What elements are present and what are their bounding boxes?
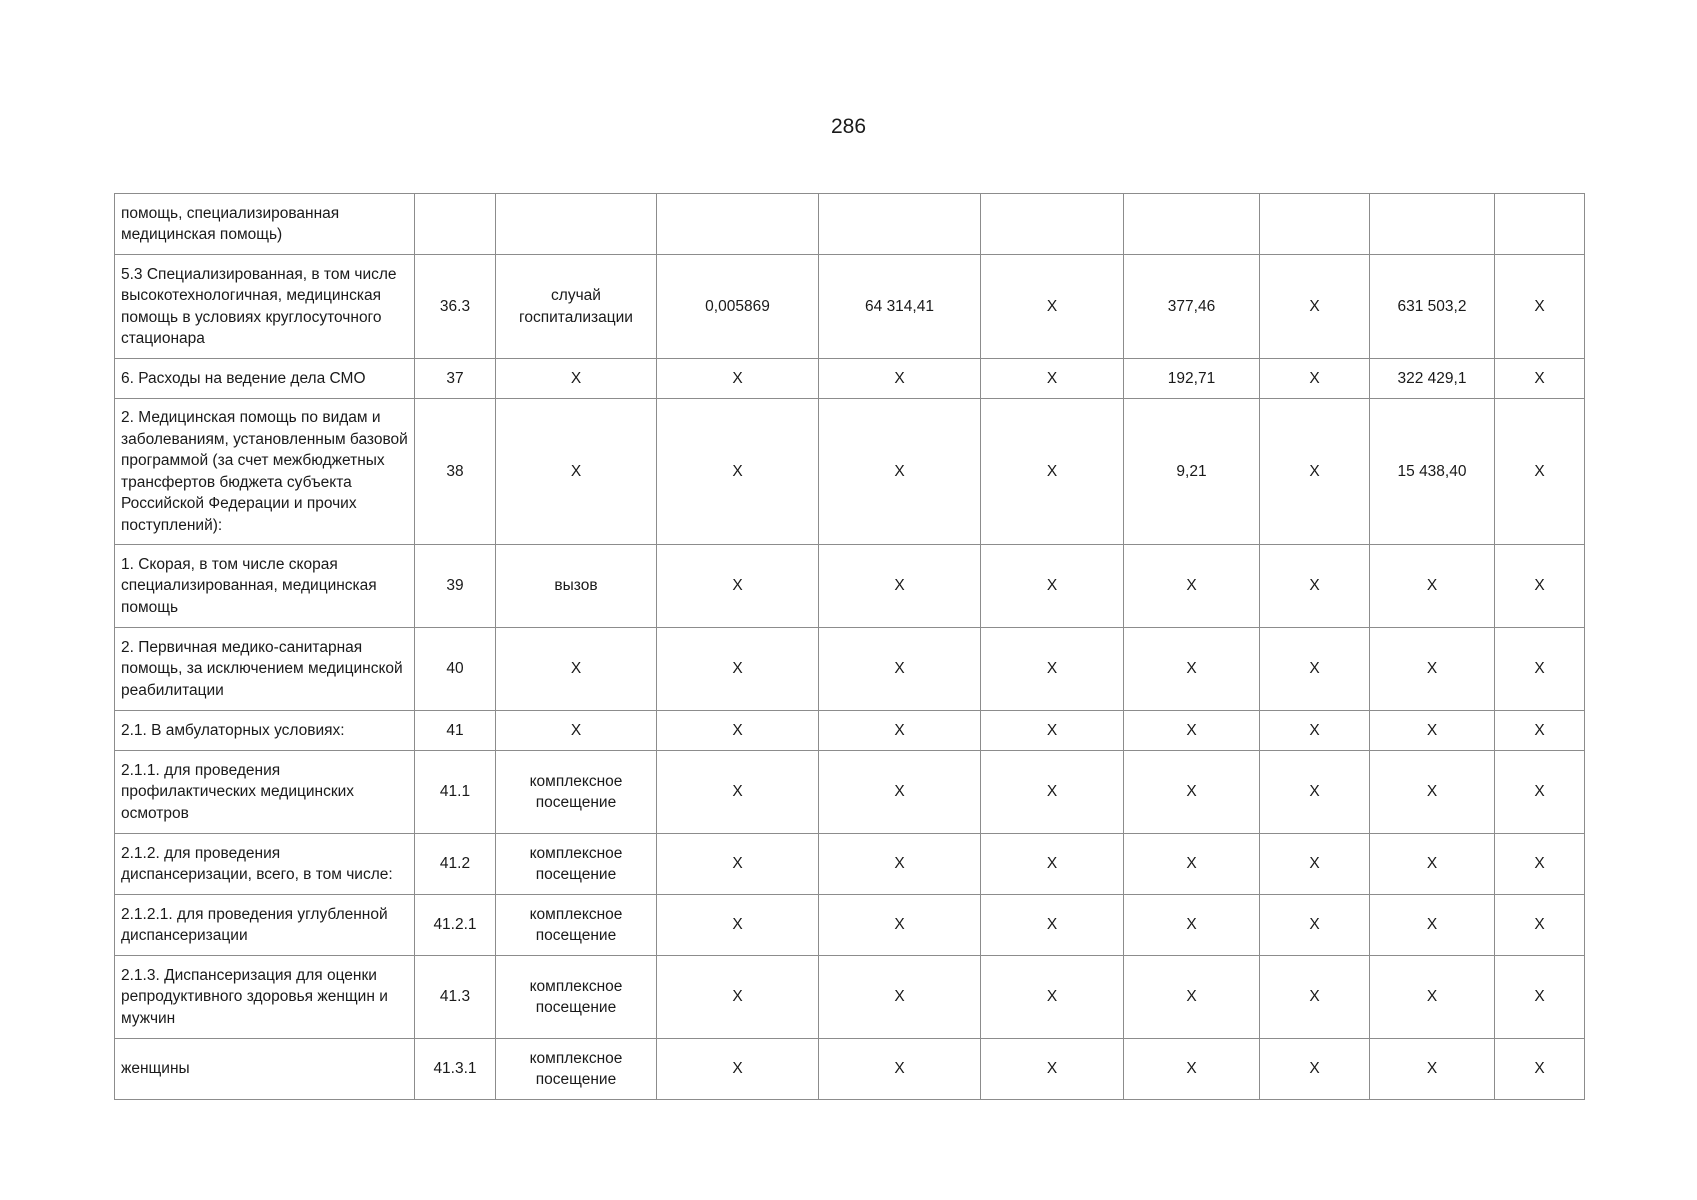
value-cell: X — [1495, 545, 1585, 628]
row-name-cell: женщины — [115, 1039, 415, 1100]
value-cell: X — [1260, 751, 1370, 834]
table-row — [115, 194, 1585, 255]
unit-cell: X — [496, 711, 657, 751]
value-cell: X — [1370, 1039, 1495, 1100]
value-cell: X — [657, 834, 819, 895]
value-cell: X — [1260, 399, 1370, 545]
row-name-cell: 1. Скорая, в том числе скорая специализированная, медицинская помощь — [115, 545, 415, 628]
table-row — [115, 895, 1585, 956]
value-cell: X — [657, 751, 819, 834]
value-cell: X — [1495, 628, 1585, 711]
value-cell: X — [981, 711, 1124, 751]
value-cell: 64 314,41 — [819, 255, 981, 359]
table-row — [115, 751, 1585, 834]
row-code-cell: 41.2.1 — [415, 895, 496, 956]
row-code-cell: 41.2 — [415, 834, 496, 895]
value-cell: X — [657, 1039, 819, 1100]
row-code-cell: 41 — [415, 711, 496, 751]
value-cell: X — [981, 628, 1124, 711]
value-cell — [1260, 194, 1370, 255]
row-code-cell: 37 — [415, 359, 496, 399]
value-cell — [819, 194, 981, 255]
row-name-cell: 6. Расходы на ведение дела СМО — [115, 359, 415, 399]
value-cell: X — [1260, 545, 1370, 628]
value-cell: X — [1124, 545, 1260, 628]
value-cell: X — [819, 545, 981, 628]
value-cell: X — [819, 399, 981, 545]
value-cell: X — [1124, 711, 1260, 751]
row-name-cell: 2.1.3. Диспансеризация для оценки репродуктивного здоровья женщин и мужчин — [115, 956, 415, 1039]
row-name-cell: 2.1. В амбулаторных условиях: — [115, 711, 415, 751]
value-cell: X — [1260, 255, 1370, 359]
value-cell: X — [819, 711, 981, 751]
row-name-cell: 2. Первичная медико-санитарная помощь, за исключением медицинской реабилитации — [115, 628, 415, 711]
value-cell: X — [657, 711, 819, 751]
value-cell: 322 429,1 — [1370, 359, 1495, 399]
value-cell: X — [1495, 711, 1585, 751]
value-cell: X — [1495, 359, 1585, 399]
value-cell: X — [1124, 956, 1260, 1039]
value-cell: X — [1495, 1039, 1585, 1100]
table-body — [115, 194, 1585, 1100]
value-cell: X — [1370, 834, 1495, 895]
value-cell: X — [981, 834, 1124, 895]
value-cell: 9,21 — [1124, 399, 1260, 545]
value-cell: X — [1370, 711, 1495, 751]
value-cell: X — [981, 956, 1124, 1039]
table-row — [115, 956, 1585, 1039]
unit-cell: комплексное посещение — [496, 895, 657, 956]
row-code-cell: 36.3 — [415, 255, 496, 359]
value-cell: X — [1370, 956, 1495, 1039]
value-cell: X — [819, 956, 981, 1039]
row-code-cell: 39 — [415, 545, 496, 628]
value-cell: X — [1124, 628, 1260, 711]
value-cell: X — [981, 545, 1124, 628]
unit-cell: случай госпитализации — [496, 255, 657, 359]
unit-cell: комплексное посещение — [496, 1039, 657, 1100]
value-cell: X — [819, 895, 981, 956]
table-row — [115, 834, 1585, 895]
row-name-cell: 2.1.1. для проведения профилактических медицинских осмотров — [115, 751, 415, 834]
value-cell: X — [1260, 895, 1370, 956]
row-code-cell: 38 — [415, 399, 496, 545]
value-cell — [657, 194, 819, 255]
value-cell: X — [1260, 956, 1370, 1039]
value-cell: 192,71 — [1124, 359, 1260, 399]
unit-cell: X — [496, 359, 657, 399]
value-cell: 631 503,2 — [1370, 255, 1495, 359]
row-name-cell: 2.1.2. для проведения диспансеризации, всего, в том числе: — [115, 834, 415, 895]
value-cell: X — [1495, 255, 1585, 359]
row-name-cell: 2. Медицинская помощь по видам и заболеваниям, установленным базовой программой (за счет межбюджетных трансфертов бюджета субъекта Российской Федерации и прочих поступлений): — [115, 399, 415, 545]
row-code-cell: 40 — [415, 628, 496, 711]
row-name-cell: помощь, специализированная медицинская помощь) — [115, 194, 415, 255]
value-cell: X — [981, 359, 1124, 399]
unit-cell: X — [496, 628, 657, 711]
table-row — [115, 628, 1585, 711]
value-cell: 0,005869 — [657, 255, 819, 359]
value-cell: X — [981, 1039, 1124, 1100]
value-cell: X — [819, 1039, 981, 1100]
table-row — [115, 1039, 1585, 1100]
value-cell: X — [1260, 359, 1370, 399]
row-name-cell: 2.1.2.1. для проведения углубленной диспансеризации — [115, 895, 415, 956]
value-cell: X — [1260, 711, 1370, 751]
value-cell: X — [1260, 1039, 1370, 1100]
value-cell: X — [657, 628, 819, 711]
value-cell: X — [1495, 834, 1585, 895]
value-cell — [981, 194, 1124, 255]
value-cell: X — [1370, 545, 1495, 628]
value-cell: X — [1370, 895, 1495, 956]
unit-cell: комплексное посещение — [496, 751, 657, 834]
unit-cell — [496, 194, 657, 255]
value-cell: 15 438,40 — [1370, 399, 1495, 545]
value-cell: X — [1124, 895, 1260, 956]
table-row — [115, 255, 1585, 359]
row-code-cell: 41.3 — [415, 956, 496, 1039]
value-cell: X — [1124, 751, 1260, 834]
value-cell — [1495, 194, 1585, 255]
value-cell: X — [1260, 834, 1370, 895]
value-cell: X — [1495, 895, 1585, 956]
row-code-cell — [415, 194, 496, 255]
value-cell: 377,46 — [1124, 255, 1260, 359]
table-row — [115, 359, 1585, 399]
row-code-cell: 41.1 — [415, 751, 496, 834]
value-cell: X — [819, 628, 981, 711]
value-cell — [1370, 194, 1495, 255]
value-cell: X — [1495, 751, 1585, 834]
value-cell: X — [981, 895, 1124, 956]
value-cell: X — [1124, 1039, 1260, 1100]
value-cell: X — [1495, 956, 1585, 1039]
unit-cell: комплексное посещение — [496, 834, 657, 895]
table-row — [115, 545, 1585, 628]
value-cell: X — [819, 359, 981, 399]
value-cell: X — [981, 399, 1124, 545]
value-cell: X — [1370, 628, 1495, 711]
value-cell: X — [819, 751, 981, 834]
unit-cell: X — [496, 399, 657, 545]
value-cell: X — [1370, 751, 1495, 834]
data-table — [114, 193, 1585, 1100]
value-cell: X — [819, 834, 981, 895]
row-name-cell: 5.3 Специализированная, в том числе высокотехнологичная, медицинская помощь в условиях круглосуточного стационара — [115, 255, 415, 359]
value-cell: X — [657, 956, 819, 1039]
value-cell: X — [657, 359, 819, 399]
value-cell — [1124, 194, 1260, 255]
unit-cell: комплексное посещение — [496, 956, 657, 1039]
unit-cell: вызов — [496, 545, 657, 628]
table-row — [115, 711, 1585, 751]
value-cell: X — [1495, 399, 1585, 545]
value-cell: X — [1124, 834, 1260, 895]
row-code-cell: 41.3.1 — [415, 1039, 496, 1100]
value-cell: X — [657, 545, 819, 628]
page-number: 286 — [830, 115, 867, 138]
value-cell: X — [657, 399, 819, 545]
value-cell: X — [1260, 628, 1370, 711]
table-row — [115, 399, 1585, 545]
value-cell: X — [981, 751, 1124, 834]
value-cell: X — [657, 895, 819, 956]
value-cell: X — [981, 255, 1124, 359]
